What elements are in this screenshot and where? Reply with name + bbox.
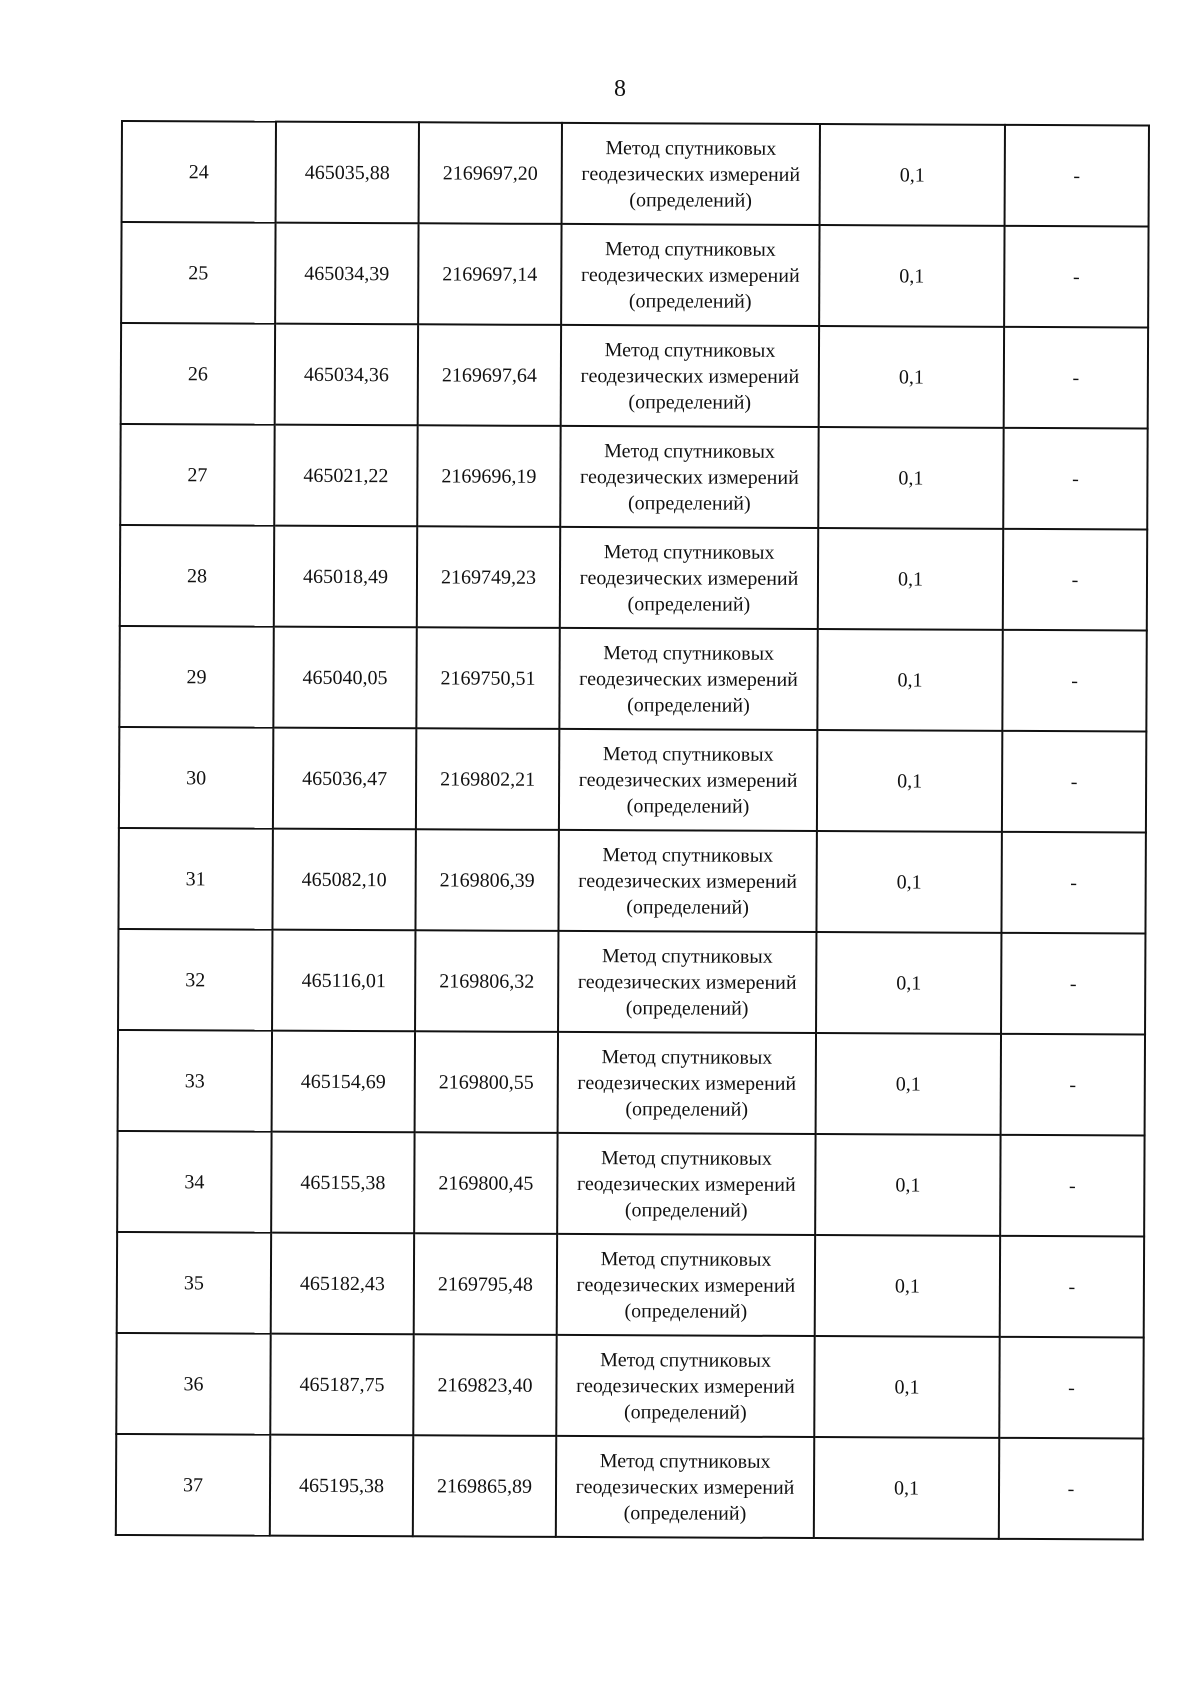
method-cell [556,1436,814,1538]
point-number-cell: 29 [119,626,273,728]
note-cell: - [1000,1135,1144,1237]
method-line: (определений) [628,289,752,313]
method-line: (определений) [627,693,750,717]
accuracy-cell: 0,1 [820,124,1005,226]
x-coordinate-cell: 465195,38 [270,1435,413,1537]
y-coordinate-cell: 2169806,39 [415,829,558,931]
accuracy-cell: 0,1 [814,1437,999,1539]
method-cell [557,1133,815,1235]
table-row [120,525,1147,630]
method-line: Метод спутниковых [602,843,774,867]
method-cell [557,1234,815,1336]
note-cell: - [1004,226,1148,328]
y-coordinate-cell: 2169750,51 [416,627,559,729]
accuracy-cell: 0,1 [816,1033,1001,1135]
method-line: геодезических измерений [576,1172,796,1196]
method-line: геодезических измерений [579,667,798,691]
x-coordinate-cell: 465018,49 [274,526,417,628]
accuracy-cell: 0,1 [817,730,1002,832]
method-line: Метод спутниковых [599,1449,771,1473]
y-coordinate-cell: 2169823,40 [413,1334,556,1436]
method-line: (определений) [625,996,749,1020]
method-line: геодезических измерений [577,970,797,994]
note-cell: - [999,1438,1143,1540]
point-number-cell: 28 [120,525,274,627]
method-cell [561,224,819,326]
method-line: (определений) [627,592,751,616]
y-coordinate-cell: 2169806,32 [415,930,558,1032]
method-line: геодезических измерений [576,1273,796,1297]
x-coordinate-cell: 465034,39 [275,223,418,325]
y-coordinate-cell: 2169865,89 [413,1435,556,1537]
table-row [116,1333,1143,1438]
x-coordinate-cell: 465155,38 [271,1132,414,1234]
note-cell: - [1002,630,1146,732]
y-coordinate-cell: 2169697,14 [418,223,561,325]
x-coordinate-cell: 465082,10 [272,829,415,931]
point-number-cell: 32 [118,929,272,1031]
point-number-cell: 35 [117,1232,271,1334]
accuracy-cell: 0,1 [818,528,1003,630]
method-cell [560,527,818,629]
note-cell: - [1005,125,1149,227]
point-number-cell: 25 [121,222,275,324]
table-row [119,727,1146,832]
y-coordinate-cell: 2169697,64 [418,324,561,426]
method-line: геодезических измерений [577,1071,797,1095]
method-cell [558,931,816,1033]
method-line: Метод спутниковых [600,1247,772,1271]
method-line: Метод спутниковых [601,944,773,968]
y-coordinate-cell: 2169795,48 [414,1233,557,1335]
accuracy-cell: 0,1 [815,1134,1000,1236]
point-number-cell: 30 [119,727,273,829]
point-number-cell: 37 [116,1434,270,1536]
method-line: геодезических измерений [580,465,799,489]
accuracy-cell: 0,1 [814,1336,999,1438]
method-line: (определений) [627,491,751,515]
method-cell [560,426,818,528]
method-cell [556,1335,814,1437]
method-line: геодезических измерений [578,869,798,893]
method-line: Метод спутниковых [604,338,776,362]
method-line: (определений) [626,895,749,919]
accuracy-cell: 0,1 [819,326,1004,428]
table-row [121,222,1148,327]
method-line: (определений) [625,1097,749,1121]
note-cell: - [1004,327,1148,429]
y-coordinate-cell: 2169749,23 [417,526,560,628]
y-coordinate-cell: 2169697,20 [419,122,562,224]
point-number-cell: 24 [122,121,276,223]
point-number-cell: 33 [118,1030,272,1132]
method-line: Метод спутниковых [604,439,775,463]
table-row [116,1434,1143,1539]
accuracy-cell: 0,1 [815,1235,1000,1337]
point-number-cell: 26 [121,323,275,425]
accuracy-cell: 0,1 [816,831,1001,933]
method-cell [558,1032,816,1134]
method-cell [558,830,816,932]
x-coordinate-cell: 465034,36 [275,324,418,426]
method-line: (определений) [624,1198,748,1222]
method-line: (определений) [629,188,753,212]
x-coordinate-cell: 465154,69 [272,1031,415,1133]
table-row [118,828,1145,933]
coordinates-table-body [116,121,1149,1539]
method-line: геодезических измерений [580,263,800,287]
method-cell [559,729,817,831]
table-row [119,626,1146,731]
method-line: геодезических измерений [578,768,798,792]
x-coordinate-cell: 465187,75 [270,1334,413,1436]
method-line: геодезических измерений [579,566,799,590]
page-number: 8 [614,76,626,102]
method-cell [559,628,817,730]
method-line: Метод спутниковых [600,1348,772,1372]
table-row [117,1131,1144,1236]
method-line: геодезических измерений [581,162,801,186]
method-line: Метод спутниковых [603,540,775,564]
table-row [121,323,1148,428]
x-coordinate-cell: 465182,43 [271,1233,414,1335]
method-line: (определений) [626,794,750,818]
point-number-cell: 27 [120,424,274,526]
accuracy-cell: 0,1 [819,225,1004,327]
note-cell: - [1002,731,1146,833]
y-coordinate-cell: 2169802,21 [416,728,559,830]
method-line: Метод спутниковых [605,237,776,261]
x-coordinate-cell: 465040,05 [273,627,416,729]
method-line: Метод спутниковых [602,742,774,766]
accuracy-cell: 0,1 [816,932,1001,1034]
table-row [118,929,1145,1034]
x-coordinate-cell: 465116,01 [272,930,415,1032]
x-coordinate-cell: 465036,47 [273,728,416,830]
method-line: (определений) [624,1299,748,1323]
y-coordinate-cell: 2169800,45 [414,1132,557,1234]
method-line: геодезических измерений [580,364,800,388]
method-cell [562,123,820,225]
table-row [122,121,1149,226]
note-cell: - [1001,1034,1145,1136]
method-line: Метод спутниковых [601,1045,773,1069]
table-row [120,424,1147,529]
method-cell [561,325,819,427]
x-coordinate-cell: 465021,22 [274,425,417,527]
table-row [118,1030,1145,1135]
note-cell: - [1003,428,1147,530]
point-number-cell: 36 [116,1333,270,1435]
y-coordinate-cell: 2169696,19 [417,425,560,527]
note-cell: - [1001,832,1145,934]
note-cell: - [999,1337,1143,1439]
accuracy-cell: 0,1 [817,629,1002,731]
note-cell: - [1000,1236,1144,1338]
method-line: Метод спутниковых [605,136,777,160]
method-line: Метод спутниковых [601,1146,772,1170]
method-line: геодезических измерений [575,1475,795,1499]
note-cell: - [1001,933,1145,1035]
point-number-cell: 34 [117,1131,271,1233]
method-line: (определений) [623,1501,747,1525]
point-number-cell: 31 [118,828,272,930]
method-line: (определений) [623,1400,747,1424]
method-line: Метод спутниковых [603,641,775,665]
coordinates-table [115,120,1150,1540]
method-line: геодезических измерений [576,1374,795,1398]
method-line: (определений) [628,390,752,414]
table-row [117,1232,1144,1337]
note-cell: - [1003,529,1147,631]
y-coordinate-cell: 2169800,55 [415,1031,558,1133]
accuracy-cell: 0,1 [818,427,1003,529]
x-coordinate-cell: 465035,88 [276,122,419,224]
